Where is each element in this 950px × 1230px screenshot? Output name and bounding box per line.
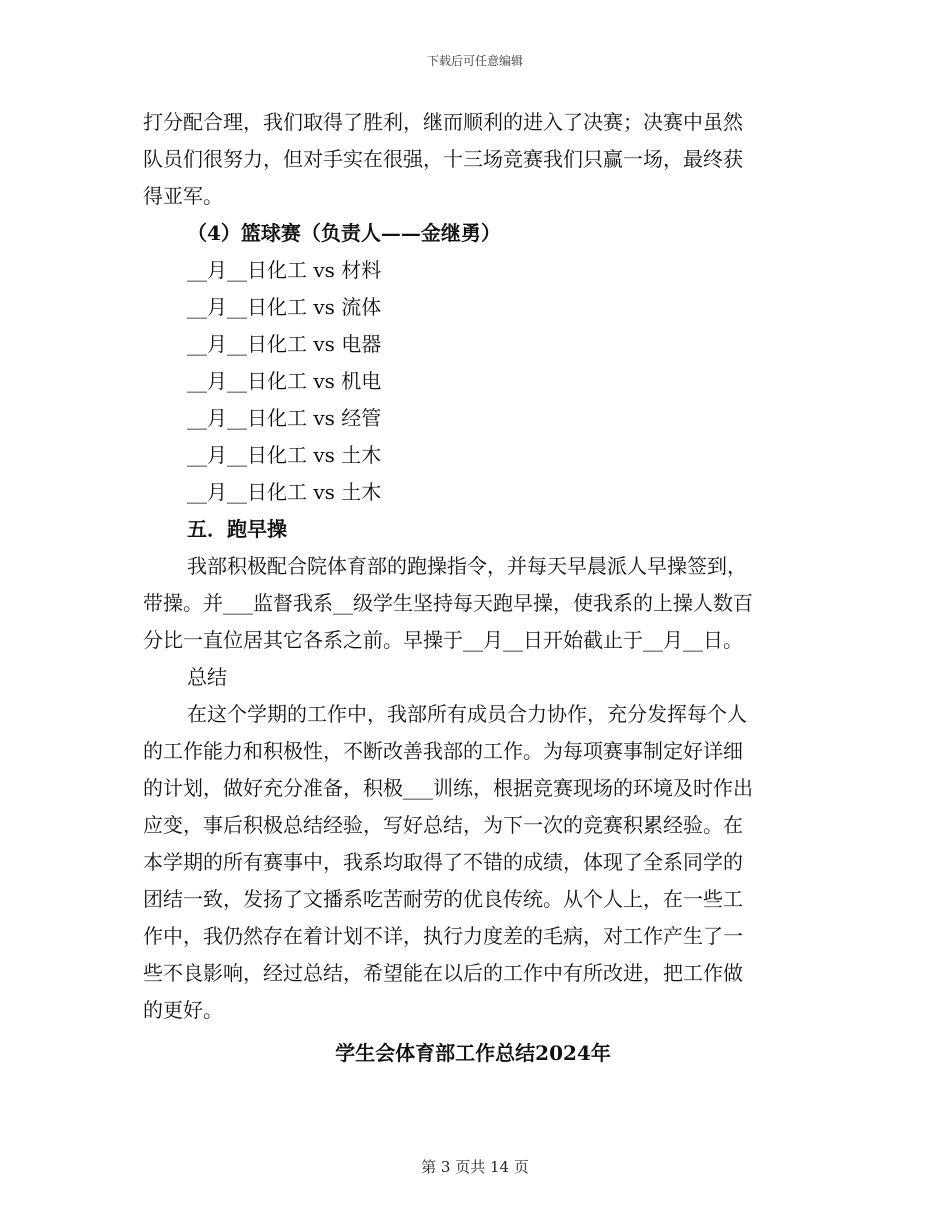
summary-line: 本学期的所有赛事中，我系均取得了不错的成绩，体现了全系同学的 (143, 850, 743, 874)
document-title: 学生会体育部工作总结2024年 (335, 1041, 611, 1065)
section5-heading: 五．跑早操 (187, 517, 287, 541)
basketball-heading: （4）篮球赛（负责人——金继勇） (187, 221, 501, 245)
summary-line: 的计划，做好充分准备，积极___训练，根据竞赛现场的环境及时作出 (143, 776, 753, 800)
summary-line: 的更好。 (143, 998, 223, 1022)
match-line: __月__日化工 vs 土木 (187, 443, 382, 467)
match-line: __月__日化工 vs 流体 (187, 295, 382, 319)
match-line: __月__日化工 vs 材料 (187, 258, 382, 282)
summary-line: 作中，我仍然存在着计划不详，执行力度差的毛病，对工作产生了一 (143, 924, 743, 948)
page-header: 下载后可任意编辑 (426, 54, 523, 68)
match-line: __月__日化工 vs 经管 (187, 406, 382, 430)
match-line: __月__日化工 vs 土木 (187, 480, 382, 504)
match-line: __月__日化工 vs 机电 (187, 369, 382, 393)
section5-line: 我部积极配合院体育部的跑操指令，并每天早晨派人早操签到， (187, 554, 747, 578)
match-line: __月__日化工 vs 电器 (187, 332, 382, 356)
summary-line: 应变，事后积极总结经验，写好总结，为下一次的竞赛积累经验。在 (143, 813, 743, 837)
body-line: 得亚军。 (143, 184, 223, 208)
summary-line: 些不良影响，经过总结，希望能在以后的工作中有所改进，把工作做 (143, 961, 743, 985)
summary-line: 在这个学期的工作中，我部所有成员合力协作，充分发挥每个人 (187, 702, 747, 726)
section5-line: 分比一直位居其它各系之前。早操于__月__日开始截止于__月__日。 (143, 628, 743, 652)
document-body (143, 104, 803, 1072)
page-footer: 第 3 页共 14 页 (421, 1158, 529, 1176)
summary-line: 的工作能力和积极性，不断改善我部的工作。为每项赛事制定好详细 (143, 739, 743, 763)
section5-line: 带操。并___监督我系__级学生坚持每天跑早操，使我系的上操人数百 (143, 591, 753, 615)
body-line: 队员们很努力，但对手实在很强，十三场竞赛我们只赢一场，最终获 (143, 147, 743, 171)
summary-heading: 总结 (187, 665, 227, 689)
summary-line: 团结一致，发扬了文播系吃苦耐劳的优良传统。从个人上，在一些工 (143, 887, 743, 911)
body-line: 打分配合理，我们取得了胜利，继而顺利的进入了决赛；决赛中虽然 (143, 110, 743, 134)
